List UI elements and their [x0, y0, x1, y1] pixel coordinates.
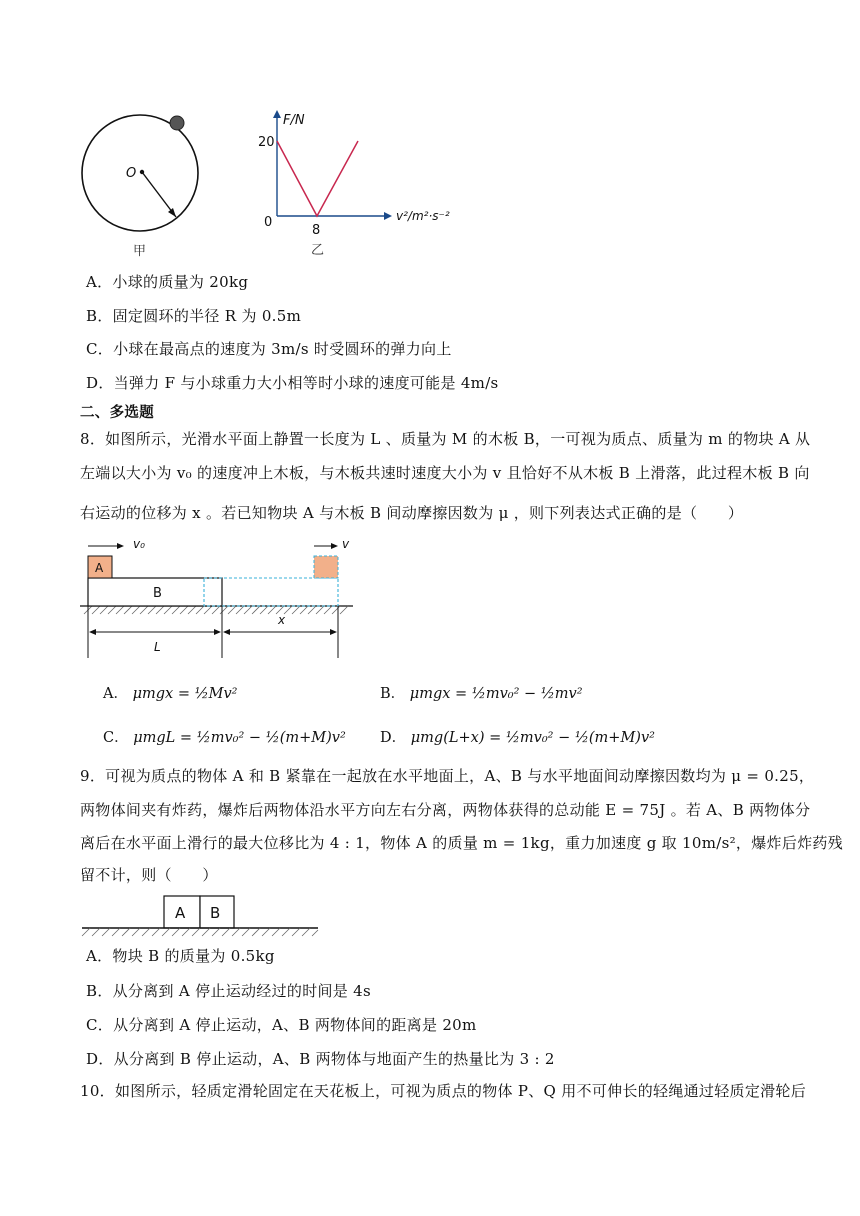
ground-hatch: [82, 928, 318, 936]
ground-hatch: [84, 606, 348, 614]
q9-text-line-4: 留不计，则（ ）: [80, 866, 218, 884]
y-axis-arrow: [273, 110, 281, 118]
dim-l-label: L: [154, 640, 161, 654]
q7-figure-graph: [250, 108, 470, 260]
q7-option-a: A．小球的质量为 20kg: [86, 273, 249, 291]
q8-option-b: [380, 682, 583, 703]
q8-option-a: [103, 682, 238, 703]
v0-arrowhead: [117, 543, 124, 549]
block-a-label: A: [175, 904, 186, 922]
q8-option-c: [103, 726, 346, 747]
dim-l-arrow-left: [89, 629, 96, 635]
q9-option-b: B．从分离到 A 停止运动经过的时间是 4s: [86, 982, 372, 1000]
tick-x-8: 8: [312, 223, 321, 238]
figure-caption-jia: 甲: [133, 244, 147, 259]
figure-caption-yi: 乙: [311, 243, 325, 258]
tick-y-20: 20: [258, 135, 275, 150]
q9-option-a: A．物块 B 的质量为 0.5kg: [86, 947, 275, 965]
section-title: 二、多选题: [80, 405, 154, 421]
q7-figure-circle: [70, 105, 210, 265]
dim-x-arrow-left: [223, 629, 230, 635]
q9-text-line-3: 离后在水平面上滑行的最大位移比为 4 : 1，物体 A 的质量 m = 1kg，重力加速度 g 取 10m/s²，爆炸后炸药残: [80, 834, 844, 852]
v-arrowhead: [331, 543, 338, 549]
center-label: O: [126, 166, 137, 181]
q7-option-c: C．小球在最高点的速度为 3m/s 时受圆环的弹力向上: [86, 340, 452, 358]
radius-arrowhead: [168, 208, 176, 217]
q8-option-c-expr: μmgL = ½mv₀² − ½(m+M)v²: [133, 730, 346, 746]
q8-option-a-letter: A．: [103, 686, 128, 702]
q8-option-d-letter: D．: [380, 730, 407, 746]
dim-x-label: x: [278, 613, 286, 627]
q7-option-b: B．固定圆环的半径 R 为 0.5m: [86, 307, 302, 325]
board-b-final: [204, 578, 338, 606]
q9-figure: [78, 892, 328, 940]
q8-option-d: [380, 726, 655, 747]
q8-option-d-expr: μmg(L+x) = ½mv₀² − ½(m+M)v²: [410, 730, 655, 746]
fixed-ring: [82, 115, 198, 231]
q9-text-line-1: 9．可视为质点的物体 A 和 B 紧靠在一起放在水平地面上，A、B 与水平地面间动摩擦因数均为 μ = 0.25，: [80, 767, 815, 785]
block-a-final: [314, 556, 338, 578]
q9-option-d: D．从分离到 B 停止运动，A、B 两物体与地面产生的热量比为 3 : 2: [86, 1050, 555, 1068]
y-axis-label: F/N: [283, 113, 305, 128]
q8-text-line-1: 8．如图所示，光滑水平面上静置一长度为 L 、质量为 M 的木板 B，一可视为质点、质量为 m 的物块 A 从: [80, 430, 811, 448]
q10-text-line-1: 10．如图所示，轻质定滑轮固定在天花板上，可视为质点的物体 P、Q 用不可伸长的轻绳通过轻质定滑轮后: [80, 1082, 807, 1100]
q8-text-line-2: 左端以大小为 v₀ 的速度冲上木板，与木板共速时速度大小为 v 且恰好不从木板 B 上滑落，此过程木板 B 向: [80, 464, 810, 482]
tick-origin: 0: [264, 215, 273, 230]
q9-option-c: C．从分离到 A 停止运动，A、B 两物体间的距离是 20m: [86, 1016, 477, 1034]
v-label: v: [342, 537, 350, 551]
q8-option-c-letter: C．: [103, 730, 129, 746]
q8-figure: [78, 536, 368, 664]
q8-option-b-letter: B．: [380, 686, 406, 702]
board-b-label: B: [153, 586, 162, 601]
x-axis-label: v²/m²·s⁻²: [396, 209, 450, 223]
block-b-label: B: [210, 904, 221, 922]
block-a-label: A: [95, 561, 104, 575]
q8-option-b-expr: μmgx = ½mv₀² − ½mv²: [409, 686, 583, 702]
dim-l-arrow-right: [214, 629, 221, 635]
dim-x-arrow-right: [330, 629, 337, 635]
force-curve: [277, 141, 358, 216]
ball: [170, 116, 184, 130]
q8-text-line-3: 右运动的位移为 x 。若已知物块 A 与木板 B 间动摩擦因数为 μ ，则下列表达式正确的是（ ）: [80, 504, 744, 522]
v0-label: v₀: [133, 537, 145, 551]
q9-text-line-2: 两物体间夹有炸药，爆炸后两物体沿水平方向左右分离，两物体获得的总动能 E = 75J 。若 A、B 两物体分: [80, 801, 811, 819]
q7-option-d: D．当弹力 F 与小球重力大小相等时小球的速度可能是 4m/s: [86, 374, 499, 392]
q8-option-a-expr: μmgx = ½Mv²: [132, 686, 238, 702]
x-axis-arrow: [384, 212, 392, 220]
